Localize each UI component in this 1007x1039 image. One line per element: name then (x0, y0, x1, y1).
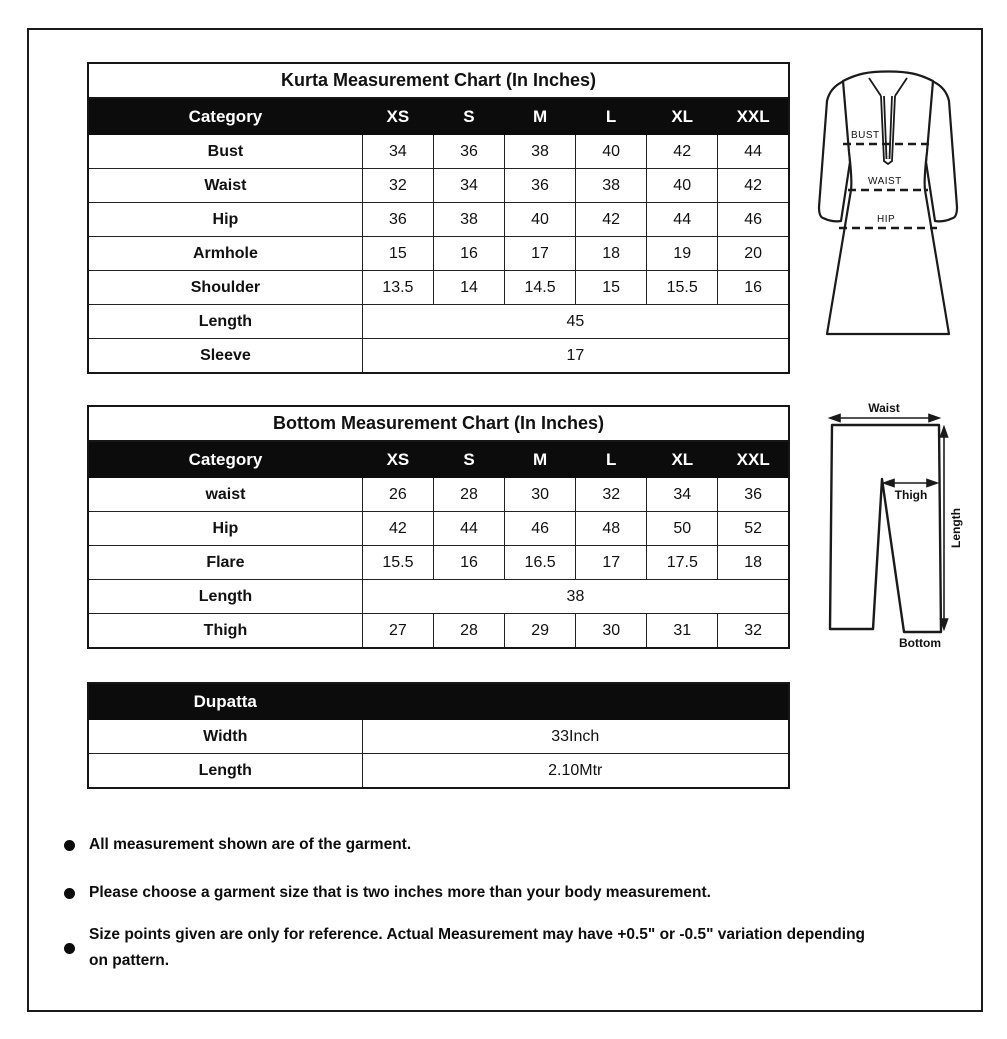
size-cell: 30 (576, 614, 647, 649)
size-cell: 17 (362, 339, 789, 374)
size-cell: 15 (362, 237, 433, 271)
size-col-header: M (505, 98, 576, 135)
size-cell: 14 (433, 271, 504, 305)
size-cell: 31 (647, 614, 718, 649)
row-label: Length (88, 305, 362, 339)
size-cell: 14.5 (505, 271, 576, 305)
size-cell: 18 (576, 237, 647, 271)
row-label: Length (88, 754, 362, 789)
table-row (88, 683, 789, 720)
size-cell: 15.5 (362, 546, 433, 580)
size-cell: 16.5 (505, 546, 576, 580)
note-item (64, 880, 711, 906)
size-cell: 48 (576, 512, 647, 546)
row-label: waist (88, 478, 362, 512)
figure-label-hip: HIP (877, 214, 896, 225)
size-cell: 38 (433, 203, 504, 237)
size-cell: 16 (433, 546, 504, 580)
size-cell: 2.10Mtr (362, 754, 789, 789)
size-col-header: S (433, 98, 504, 135)
size-cell: 36 (362, 203, 433, 237)
row-label: Flare (88, 546, 362, 580)
row-label: Length (88, 580, 362, 614)
size-cell: 38 (576, 169, 647, 203)
size-cell: 44 (433, 512, 504, 546)
table-row (88, 135, 789, 169)
size-cell: 34 (362, 135, 433, 169)
size-cell: 46 (718, 203, 789, 237)
table-row (88, 406, 789, 441)
size-cell: 44 (647, 203, 718, 237)
size-col-header: Category (88, 98, 362, 135)
note-item (64, 832, 411, 858)
size-cell: 50 (647, 512, 718, 546)
row-label: Shoulder (88, 271, 362, 305)
size-cell: 44 (718, 135, 789, 169)
size-cell: 36 (433, 135, 504, 169)
size-cell: 52 (718, 512, 789, 546)
size-cell: 28 (433, 478, 504, 512)
size-col-header: XL (647, 98, 718, 135)
figure-label-length: Length (949, 508, 963, 548)
table-row (88, 720, 789, 754)
size-col-header: S (433, 441, 504, 478)
table-row (88, 512, 789, 546)
note-item (64, 922, 869, 974)
figure-label-bust: BUST (851, 130, 880, 141)
note-text: Size points given are only for reference. Actual Measurement may have +0.5" or -0.5" variation depending on pattern. (89, 926, 866, 969)
size-cell: 38 (362, 580, 789, 614)
pants-illustration (815, 395, 985, 657)
table-row (88, 614, 789, 649)
size-cell: 45 (362, 305, 789, 339)
size-cell: 33Inch (362, 720, 789, 754)
size-cell: 40 (576, 135, 647, 169)
size-col-header: L (576, 441, 647, 478)
size-cell: 36 (505, 169, 576, 203)
table-row (88, 169, 789, 203)
size-cell: 46 (505, 512, 576, 546)
table-row (88, 546, 789, 580)
row-label: Hip (88, 203, 362, 237)
row-label: Waist (88, 169, 362, 203)
bullet-icon (64, 840, 75, 851)
size-cell: 28 (433, 614, 504, 649)
row-label: Hip (88, 512, 362, 546)
size-cell: 20 (718, 237, 789, 271)
size-cell: 32 (362, 169, 433, 203)
size-cell: 27 (362, 614, 433, 649)
size-cell: 34 (647, 478, 718, 512)
figure-label-bottom: Bottom (899, 636, 941, 650)
size-col-header: M (505, 441, 576, 478)
table-row (88, 478, 789, 512)
size-cell: 36 (718, 478, 789, 512)
table-row (88, 754, 789, 789)
kurta-illustration (813, 66, 963, 342)
note-text: Please choose a garment size that is two inches more than your body measurement. (89, 884, 711, 901)
table-row (88, 203, 789, 237)
table-row (88, 98, 789, 135)
size-cell: 16 (718, 271, 789, 305)
size-col-header: Category (88, 441, 362, 478)
table-row (88, 271, 789, 305)
figure-label-waist: Waist (868, 401, 900, 415)
size-cell: 42 (647, 135, 718, 169)
size-cell: 42 (718, 169, 789, 203)
note-text: All measurement shown are of the garment. (89, 836, 412, 853)
size-cell: 40 (647, 169, 718, 203)
size-cell: 34 (433, 169, 504, 203)
pants-outline (830, 425, 941, 632)
table-row (88, 339, 789, 374)
kurta-table-title: Kurta Measurement Chart (In Inches) (88, 63, 789, 98)
bullet-icon (64, 888, 75, 899)
bottom-measurement-table (87, 405, 790, 649)
size-cell: 29 (505, 614, 576, 649)
bullet-icon (64, 943, 75, 954)
dupatta-table (87, 682, 790, 789)
size-cell: 32 (718, 614, 789, 649)
dupatta-table-title: Dupatta (88, 683, 362, 720)
waist-arrow (830, 415, 939, 422)
size-cell: 17 (576, 546, 647, 580)
row-label: Sleeve (88, 339, 362, 374)
size-cell: 18 (718, 546, 789, 580)
table-row (88, 441, 789, 478)
size-cell: 17.5 (647, 546, 718, 580)
header-filler (362, 683, 789, 720)
size-cell: 42 (362, 512, 433, 546)
table-row (88, 305, 789, 339)
table-row (88, 580, 789, 614)
size-cell: 19 (647, 237, 718, 271)
size-col-header: XS (362, 98, 433, 135)
table-row (88, 63, 789, 98)
table-row (88, 237, 789, 271)
kurta-measurement-table (87, 62, 790, 374)
size-cell: 26 (362, 478, 433, 512)
size-col-header: L (576, 98, 647, 135)
size-cell: 15.5 (647, 271, 718, 305)
size-cell: 30 (505, 478, 576, 512)
size-cell: 38 (505, 135, 576, 169)
figure-label-thigh: Thigh (894, 488, 928, 502)
figure-label-waist: WAIST (868, 176, 902, 187)
size-cell: 42 (576, 203, 647, 237)
size-cell: 17 (505, 237, 576, 271)
size-col-header: XS (362, 441, 433, 478)
row-label: Armhole (88, 237, 362, 271)
size-cell: 15 (576, 271, 647, 305)
row-label: Width (88, 720, 362, 754)
row-label: Bust (88, 135, 362, 169)
bottom-table-title: Bottom Measurement Chart (In Inches) (88, 406, 789, 441)
row-label: Thigh (88, 614, 362, 649)
size-cell: 13.5 (362, 271, 433, 305)
kurta-outline (819, 72, 957, 335)
size-cell: 16 (433, 237, 504, 271)
size-col-header: XXL (718, 441, 789, 478)
size-cell: 40 (505, 203, 576, 237)
size-col-header: XXL (718, 98, 789, 135)
size-col-header: XL (647, 441, 718, 478)
size-cell: 32 (576, 478, 647, 512)
